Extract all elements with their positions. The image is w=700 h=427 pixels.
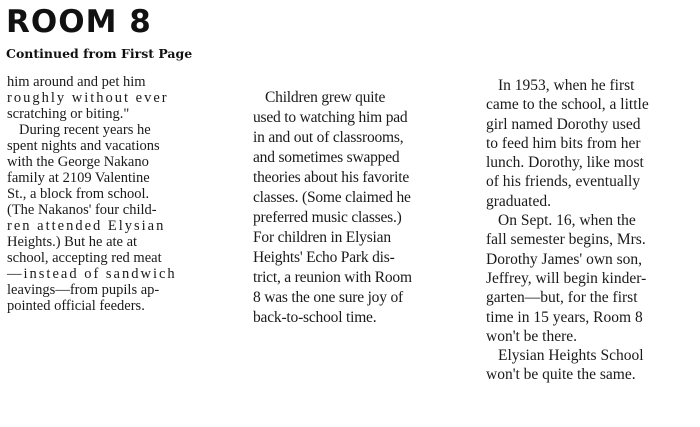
article-headline: ROOM 8 bbox=[6, 4, 152, 40]
text-line: lunch. Dorothy, like most bbox=[486, 154, 644, 172]
text-line: Dorothy James' own son, bbox=[486, 250, 643, 268]
text-line: won't be quite the same. bbox=[486, 366, 636, 384]
text-line: classes. (Some claimed he bbox=[253, 189, 411, 206]
article-column-2 bbox=[253, 88, 453, 328]
text-line: scratching or biting." bbox=[7, 106, 130, 122]
text-line: leavings—from pupils ap- bbox=[7, 282, 160, 298]
text-line: and sometimes swapped bbox=[253, 149, 400, 166]
text-line: In 1953, when he first bbox=[498, 77, 635, 94]
text-line: Heights.) But he ate at bbox=[7, 234, 138, 250]
text-line: For children in Elysian bbox=[253, 229, 391, 246]
text-line: Jeffrey, will begin kinder- bbox=[486, 269, 647, 287]
text-line: girl named Dorothy used bbox=[486, 115, 641, 133]
text-line: with the George Nakano bbox=[7, 154, 149, 170]
text-line: came to the school, a little bbox=[486, 96, 649, 114]
text-line: of his friends, eventually bbox=[486, 173, 641, 191]
text-line: used to watching him pad bbox=[253, 109, 408, 126]
text-line: On Sept. 16, when the bbox=[498, 212, 636, 230]
text-line: Elysian Heights School bbox=[498, 347, 644, 365]
text-line: Children grew quite bbox=[265, 89, 386, 106]
text-line: garten—but, for the first bbox=[486, 289, 638, 307]
text-line: roughly without ever bbox=[7, 90, 169, 106]
text-line: During recent years he bbox=[19, 122, 151, 138]
text-line: family at 2109 Valentine bbox=[7, 170, 150, 186]
text-line: ren attended Elysian bbox=[7, 218, 166, 234]
text-line: fall semester begins, Mrs. bbox=[486, 231, 646, 249]
text-line: (The Nakanos' four child- bbox=[7, 202, 157, 218]
text-line: school, accepting red meat bbox=[7, 250, 162, 266]
text-line: 8 was the one sure joy of bbox=[253, 289, 403, 306]
article-column-1 bbox=[7, 74, 217, 314]
text-line: to feed him bits from her bbox=[486, 134, 641, 152]
article-column-3 bbox=[486, 76, 690, 385]
continued-label: Continued from First Page bbox=[6, 46, 193, 61]
text-line: spent nights and vacations bbox=[7, 138, 160, 154]
text-line: pointed official feeders. bbox=[7, 298, 145, 314]
text-line: St., a block from school. bbox=[7, 186, 150, 202]
text-line: preferred music classes.) bbox=[253, 209, 402, 226]
text-line: —instead of sandwich bbox=[7, 266, 177, 282]
text-line: time in 15 years, Room 8 bbox=[486, 308, 643, 326]
text-line: won't be there. bbox=[486, 327, 578, 345]
text-line: graduated. bbox=[486, 192, 551, 210]
text-line: him around and pet him bbox=[7, 74, 146, 90]
text-line: trict, a reunion with Room bbox=[253, 269, 412, 286]
text-line: in and out of classrooms, bbox=[253, 129, 404, 146]
text-line: theories about his favorite bbox=[253, 169, 410, 186]
text-line: Heights' Echo Park dis- bbox=[253, 249, 395, 266]
text-line: back-to-school time. bbox=[253, 309, 377, 326]
